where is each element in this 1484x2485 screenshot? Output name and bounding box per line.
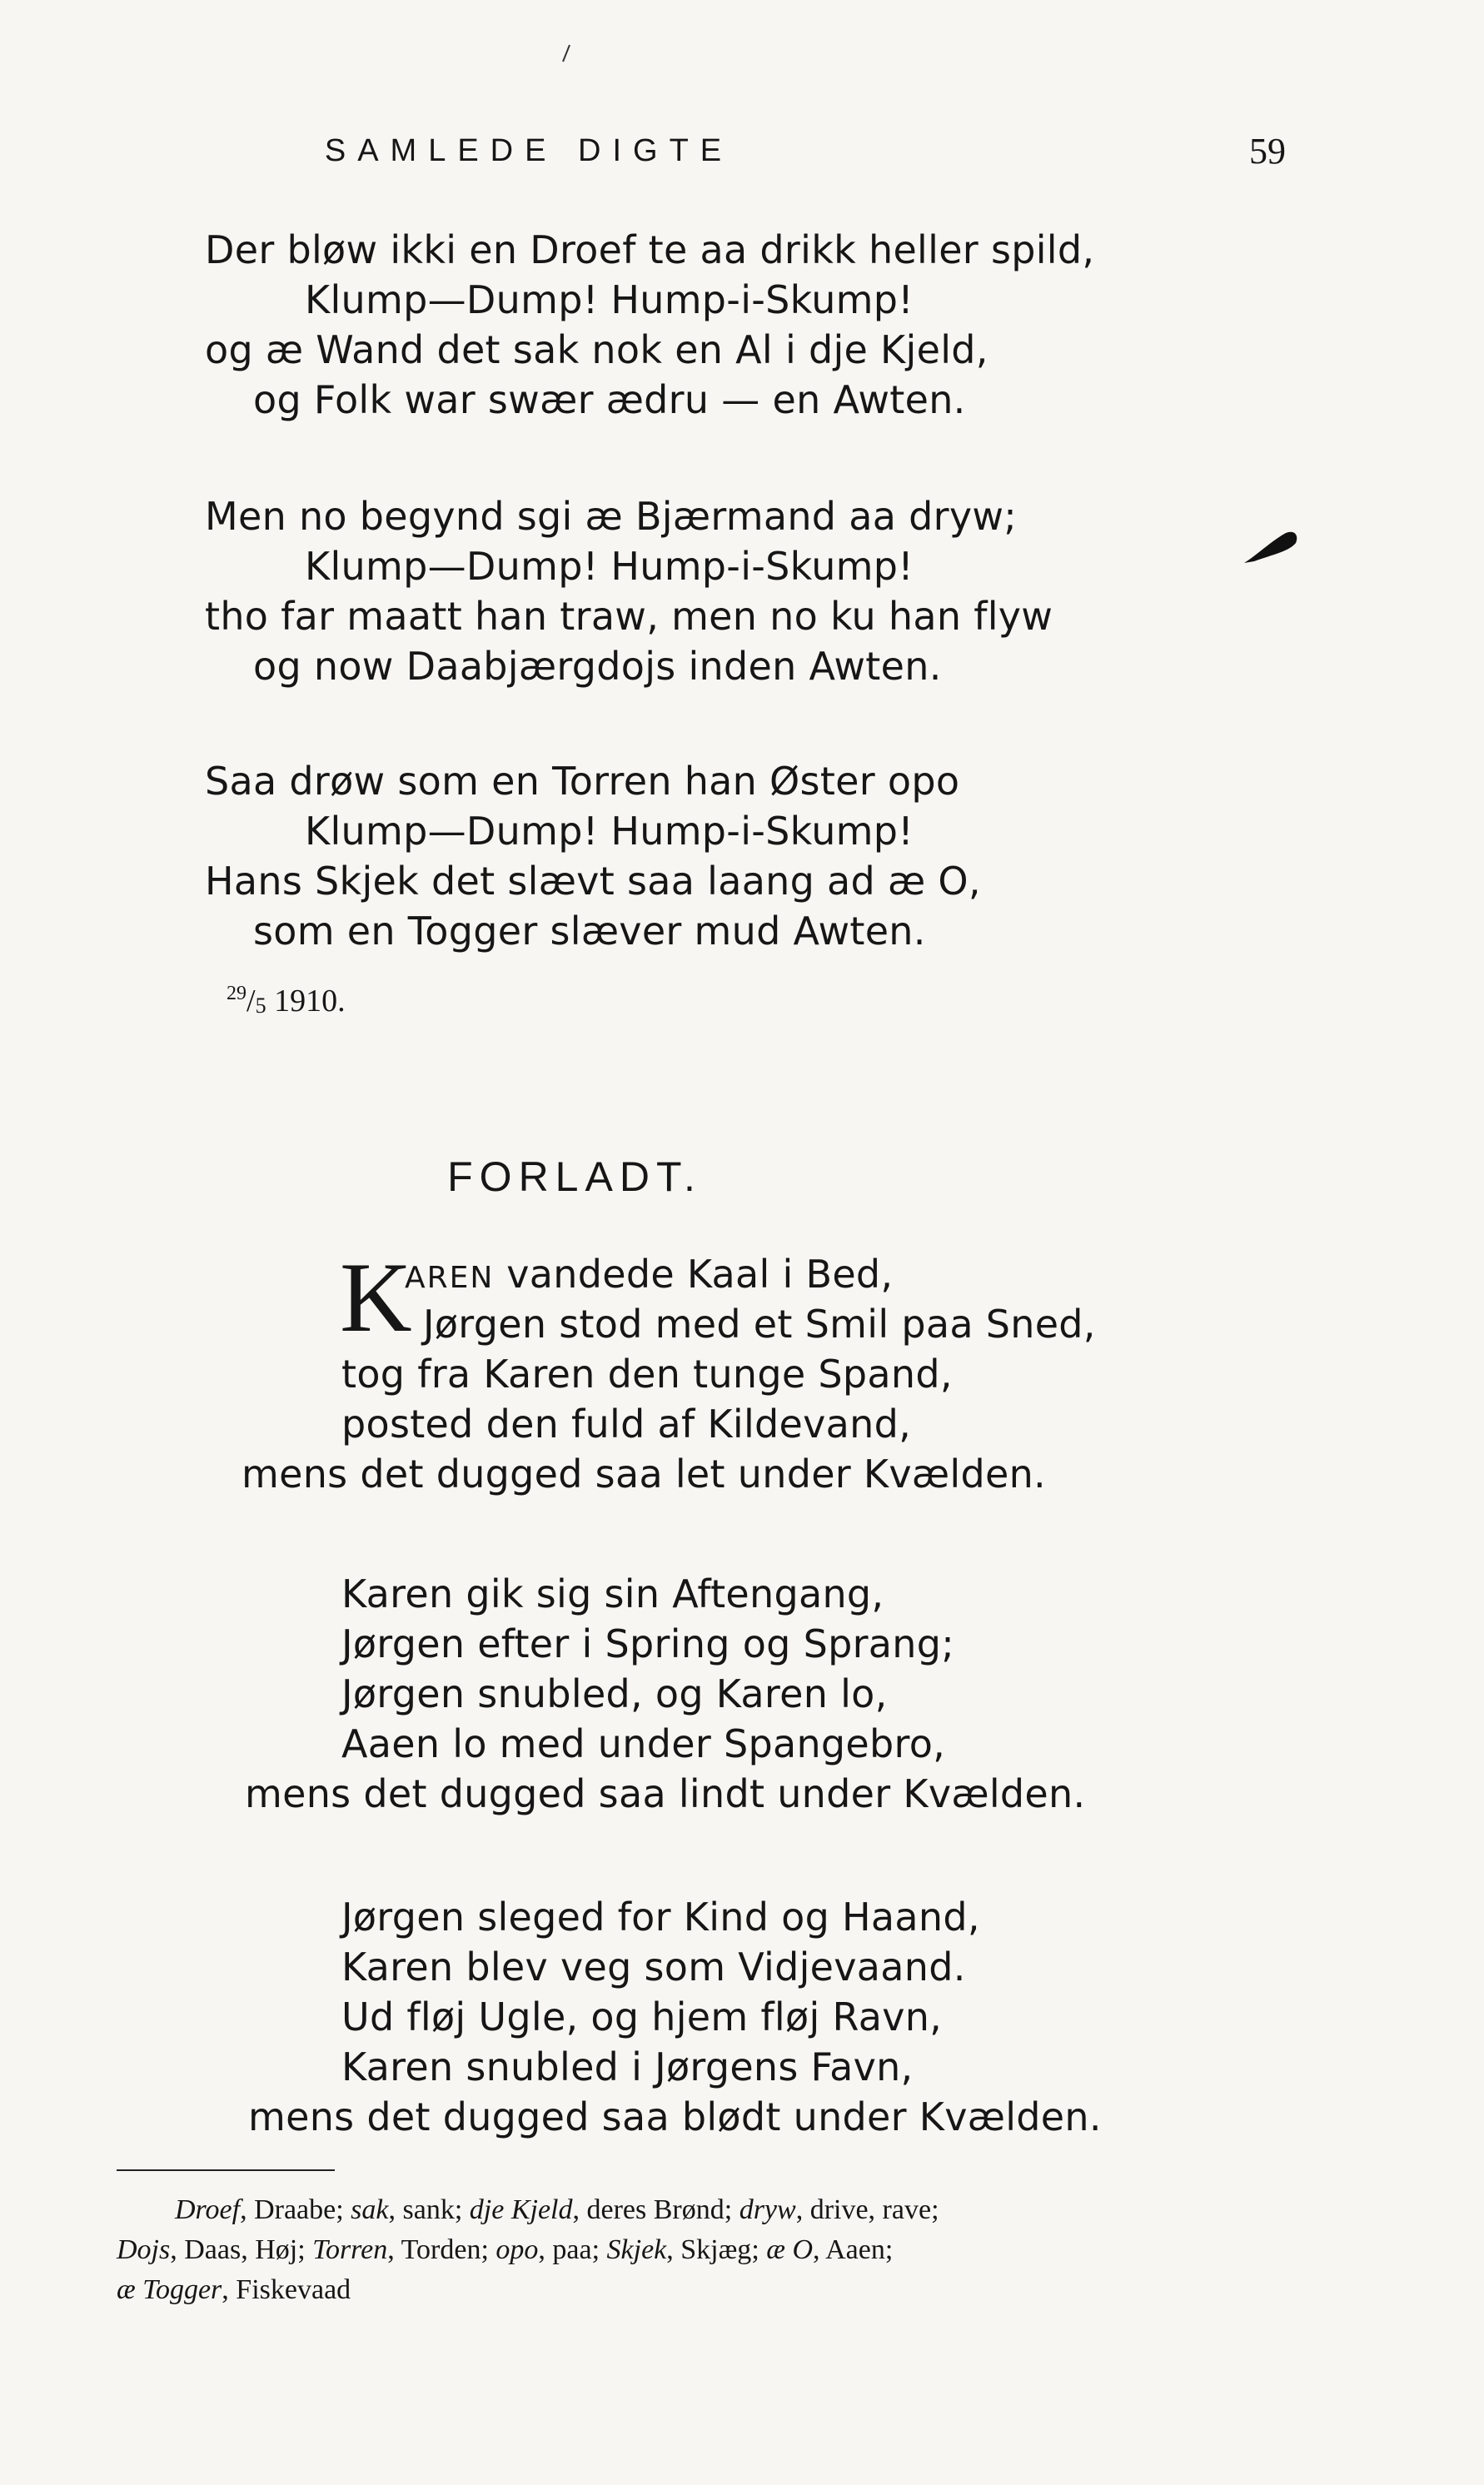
verse-line: posted den fuld af Kildevand, — [341, 1402, 912, 1447]
verse-line: Klump—Dump! Hump-i-Skump! — [305, 277, 914, 322]
verse-line: Saa drøw som en Torren han Øster opo — [205, 759, 960, 804]
verse-line: Jørgen snubled, og Karen lo, — [341, 1671, 888, 1716]
footnote-line: Droef, Draabe; sak, sank; dje Kjeld, deres Brønd; dryw, drive, rave; — [175, 2194, 939, 2225]
verse-line: mens det dugged saa let under Kvælden. — [242, 1452, 1046, 1496]
running-title: SAMLEDE DIGTE — [324, 133, 734, 168]
verse-line: Ud fløj Ugle, og hjem fløj Ravn, — [341, 1994, 943, 2039]
gloss-definition: deres Brønd — [586, 2194, 725, 2225]
verse-line: Aaen lo med under Spangebro, — [341, 1721, 946, 1766]
verse-line: tho far maatt han traw, men no ku han flyw — [205, 594, 1053, 639]
first-word-smallcaps: AREN — [405, 1261, 495, 1295]
verse-line: og Folk war swær ædru — en Awten. — [253, 377, 966, 422]
verse-line: Jørgen stod med et Smil paa Sned, — [423, 1302, 1096, 1347]
date-year: 1910. — [274, 984, 346, 1018]
footnote-divider — [117, 2169, 335, 2171]
verse-line: Karen snubled i Jørgens Favn, — [341, 2044, 914, 2089]
verse-line: og now Daabjærgdojs inden Awten. — [253, 644, 942, 689]
gloss-definition: paa — [552, 2234, 592, 2265]
verse-line: Men no begynd sgi æ Bjærmand aa dryw; — [205, 494, 1018, 539]
page-number: 59 — [1249, 131, 1286, 172]
date-day: 29 — [227, 983, 247, 1004]
verse-line: Der bløw ikki en Droef te aa drikk heller spild, — [205, 227, 1095, 272]
gloss-term: Dojs — [117, 2234, 171, 2265]
verse-line: som en Togger slæver mud Awten. — [253, 909, 926, 954]
gloss-term: Droef — [175, 2194, 241, 2225]
gloss-definition: Skjæg — [680, 2234, 752, 2265]
gloss-definition: Aaen — [825, 2234, 885, 2265]
footnote-line: æ Togger, Fiskevaad — [117, 2274, 351, 2305]
gloss-term: Torren — [312, 2234, 388, 2265]
verse-line: Klump—Dump! Hump-i-Skump! — [305, 544, 914, 589]
gloss-definition: Daas, Høj — [184, 2234, 298, 2265]
gloss-term: sak — [351, 2194, 389, 2225]
verse-line: Karen gik sig sin Aftengang, — [341, 1571, 884, 1616]
gloss-term: æ O — [766, 2234, 813, 2265]
verse-text: vandede Kaal i Bed, — [494, 1252, 894, 1297]
gloss-definition: Fiskevaad — [236, 2274, 351, 2305]
verse-line: mens det dugged saa lindt under Kvælden. — [245, 1771, 1086, 1816]
verse-line: mens det dugged saa blødt under Kvælden. — [248, 2094, 1102, 2139]
verse-line: Hans Skjek det slævt saa laang ad æ O, — [205, 859, 981, 904]
footnote-line: Dojs, Daas, Høj; Torren, Torden; opo, paa; Skjek, Skjæg; æ O, Aaen; — [117, 2234, 894, 2265]
poem-title: FORLADT. — [447, 1153, 702, 1200]
drop-cap: K — [340, 1242, 412, 1352]
verse-line: Jørgen efter i Spring og Sprang; — [341, 1621, 955, 1666]
gloss-definition: drive, rave — [809, 2194, 932, 2225]
verse-line: Karen blev veg som Vidjevaand. — [341, 1945, 966, 1989]
gloss-term: æ Togger — [117, 2274, 222, 2305]
verse-line: Jørgen sleged for Kind og Haand, — [341, 1895, 980, 1940]
verse-line: og æ Wand det sak nok en Al i dje Kjeld, — [205, 327, 989, 372]
gloss-term: opo — [495, 2234, 539, 2265]
verse-line: Klump—Dump! Hump-i-Skump! — [305, 809, 914, 854]
gloss-definition: Torden — [401, 2234, 481, 2265]
stray-mark — [560, 43, 573, 63]
ink-blot-mark — [1242, 526, 1301, 568]
gloss-term: Skjek — [606, 2234, 667, 2265]
gloss-term: dryw — [739, 2194, 796, 2225]
date-month: 5 — [255, 994, 266, 1018]
poem-date: $^{29}/_5$ 1910. — [227, 983, 346, 1018]
gloss-definition: sank — [402, 2194, 455, 2225]
verse-line — [405, 1249, 893, 1303]
verse-line: tog fra Karen den tunge Spand, — [341, 1352, 953, 1397]
gloss-term: dje Kjeld — [469, 2194, 573, 2225]
gloss-definition: Draabe — [254, 2194, 336, 2225]
